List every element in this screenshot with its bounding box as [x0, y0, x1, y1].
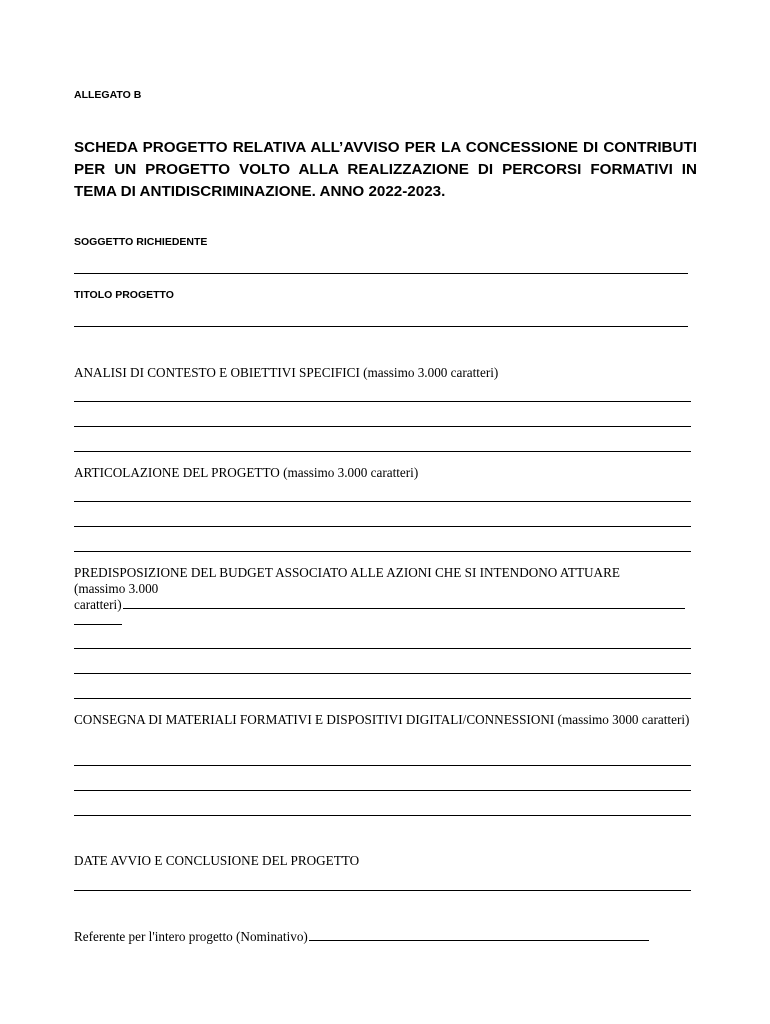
date-section-heading: DATE AVVIO E CONCLUSIONE DEL PROGETTO: [74, 853, 360, 868]
consegna-line[interactable]: [74, 765, 691, 766]
analisi-line[interactable]: [74, 426, 691, 427]
referente-line[interactable]: [309, 939, 649, 941]
analisi-line[interactable]: [74, 451, 691, 452]
budget-inline-line[interactable]: [123, 607, 685, 609]
referente-label: Referente per l'intero progetto (Nominativo): [74, 929, 308, 944]
date-line[interactable]: [74, 890, 691, 891]
budget-section-heading: PREDISPOSIZIONE DEL BUDGET ASSOCIATO ALLE AZIONI CHE SI INTENDONO ATTUARE: [74, 565, 620, 580]
budget-section-heading-cont: [74, 597, 685, 613]
articolazione-line[interactable]: [74, 551, 691, 552]
budget-line[interactable]: [74, 673, 691, 674]
budget-section-heading-cont: (massimo 3.000: [74, 581, 159, 596]
consegna-section-heading: CONSEGNA DI MATERIALI FORMATIVI E DISPOSITIVI DIGITALI/CONNESSIONI (massimo 3000 caratteri): [74, 712, 690, 727]
articolazione-line[interactable]: [74, 501, 691, 502]
articolazione-section-heading: ARTICOLAZIONE DEL PROGETTO (massimo 3.000 caratteri): [74, 465, 419, 480]
articolazione-line[interactable]: [74, 526, 691, 527]
analisi-section-heading: ANALISI DI CONTESTO E OBIETTIVI SPECIFICI (massimo 3.000 caratteri): [74, 365, 499, 380]
budget-line[interactable]: [74, 648, 691, 649]
consegna-line[interactable]: [74, 815, 691, 816]
budget-line[interactable]: [74, 698, 691, 699]
consegna-line[interactable]: [74, 790, 691, 791]
soggetto-richiedente-line[interactable]: [74, 273, 688, 274]
titolo-progetto-label: TITOLO PROGETTO: [74, 289, 174, 301]
titolo-progetto-line[interactable]: [74, 326, 688, 327]
allegato-label: ALLEGATO B: [74, 89, 142, 101]
analisi-line[interactable]: [74, 401, 691, 402]
soggetto-richiedente-label: SOGGETTO RICHIEDENTE: [74, 236, 208, 248]
budget-line-tail[interactable]: [74, 624, 122, 625]
budget-caratteri-text: caratteri): [74, 597, 122, 612]
document-title: SCHEDA PROGETTO RELATIVA ALL’AVVISO PER LA CONCESSIONE DI CONTRIBUTI PER UN PROGETTO VOLTO ALLA REALIZZAZIONE DI PERCORSI FORMATIVI IN TEMA DI ANTIDISCRIMINAZIONE. ANNO 2022-2023.: [74, 139, 697, 200]
referente-row: [74, 929, 649, 945]
